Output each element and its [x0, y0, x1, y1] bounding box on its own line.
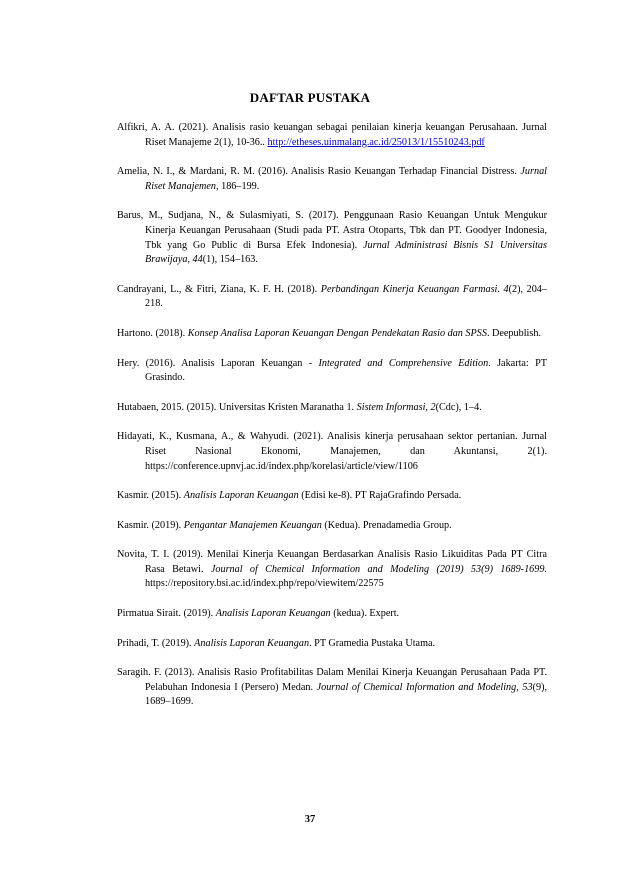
reference-text: (1), 154–163. [202, 254, 258, 266]
reference-source: Pengantar Manajemen Keuangan [183, 519, 322, 531]
reference-text: (Edisi ke-8). PT RajaGrafindo Persada. [298, 490, 462, 502]
reference-volume: 4 [503, 283, 509, 295]
reference-text: , 186–199. [216, 180, 260, 192]
reference-item [117, 165, 547, 194]
reference-text: , [425, 401, 431, 413]
reference-link[interactable]: http://etheses.uinmalang.ac.id/25013/1/15510243.pdf [267, 136, 485, 148]
reference-volume: 53 [522, 681, 533, 693]
reference-item [117, 430, 547, 474]
page-number: 37 [304, 814, 316, 825]
reference-text: Barus, M., Sudjana, N., & Sulasmiyati, S. (2017). Penggunaan Rasio Keuangan Untuk Mengukur Kinerja Keuangan Perusahaan (Studi pada PT. Astra Otoparts, Tbk dan PT. Goodyer Indonesia, Tbk yang Go Public di Bursa Efek Indonesia). [117, 210, 547, 251]
reference-source: Analisis Laporan Keuangan [215, 608, 331, 620]
reference-volume: 44 [192, 254, 203, 266]
reference-source: Jurnal Administrasi Bisnis S1 Universitas Brawijaya [145, 239, 547, 266]
reference-text: (kedua). Expert. [330, 608, 400, 620]
reference-text: , [187, 254, 193, 266]
reference-text: Kasmir. (2015). [117, 490, 184, 502]
reference-source: Analisis Laporan Keuangan [183, 490, 299, 502]
reference-text: https://repository.bsi.ac.id/index.php/repo/viewitem/22575 [145, 578, 384, 590]
reference-source: Jurnal Riset Manajemen [145, 166, 547, 192]
reference-text: Pirmatua Sirait. (2019). [117, 608, 216, 620]
reference-text: (9), 1689–1699. [145, 681, 548, 708]
reference-text: Saragih. F. (2013). Analisis Rasio Profitabilitas Dalam Menilai Kinerja Keuangan Perusahaan Pada PT. Pelabuhan Indonesia I (Persero) Medan. [117, 667, 547, 693]
reference-source: Journal of Chemical Information and Modeling (2019) 53(9) 1689-1699. [210, 563, 547, 575]
reference-item [117, 209, 547, 267]
reference-text: Hutabaen, 2015. (2015). Universitas Kristen Maranatha 1. [117, 401, 357, 413]
reference-text: Alfikri, A. A. (2021). Analisis rasio keuangan sebagai penilaian kinerja keuangan Perusahaan. Jurnal Riset Manajeme 2(1), 10-36.. [117, 122, 547, 148]
reference-text: . Deepublish. [486, 327, 541, 339]
reference-text: Hidayati, K., Kusmana, A., & Wahyudi. (2021). Analisis kinerja perusahaan sektor pertanian. Jurnal Riset Nasional Ekonomi, Manajemen, dan Akuntansi, 2(1). https://conference.upnvj.ac.id/index.php/korelasi/article/view/1106 [117, 431, 547, 472]
reference-item [117, 519, 547, 534]
reference-item [117, 548, 547, 592]
reference-text: (Cdc), 1–4. [435, 401, 482, 413]
reference-source: Perbandingan Kinerja Keuangan Farmasi [320, 283, 498, 295]
reference-text: Hery. (2016). Analisis Laporan Keuangan - [117, 357, 319, 369]
reference-text: Kasmir. (2019). [117, 519, 184, 531]
reference-item [117, 121, 547, 150]
reference-source: Sistem Informasi [356, 401, 426, 413]
reference-source: Integrated and Comprehensive Edition [318, 357, 489, 369]
reference-text: Novita, T. I. (2019). Menilai Kinerja Keuangan Berdasarkan Analisis Rasio Likuiditas Pada PT Citra Rasa Betawi. [117, 549, 547, 575]
reference-source: Analisis Laporan Keuangan [194, 637, 310, 649]
reference-text: , [516, 681, 523, 693]
reference-text: (Kedua). Prenadamedia Group. [321, 519, 452, 531]
reference-text: Candrayani, L., & Fitri, Ziana, K. F. H. (2018). [117, 283, 321, 295]
reference-item [117, 489, 547, 504]
reference-item [117, 637, 547, 652]
reference-item [117, 283, 547, 312]
reference-volume: 2 [430, 401, 436, 413]
reference-item [117, 357, 547, 386]
reference-item [117, 401, 547, 416]
reference-item [117, 607, 547, 622]
reference-text: Hartono. (2018). [117, 327, 188, 339]
reference-text: (2), 204–218. [145, 283, 547, 310]
reference-text: Amelia, N. I., & Mardani, R. M. (2016). Analisis Rasio Keuangan Terhadap Financial Distress. [117, 166, 521, 178]
reference-source: Konsep Analisa Laporan Keuangan Dengan Pendekatan Rasio dan SPSS [187, 327, 487, 339]
reference-text: Prihadi, T. (2019). [117, 637, 195, 649]
reference-item [117, 327, 547, 342]
reference-source: Journal of Chemical Information and Modeling [316, 681, 517, 693]
reference-text: . [497, 283, 504, 295]
reference-item [117, 666, 547, 710]
reference-list [117, 121, 547, 725]
reference-text: . Jakarta: PT Grasindo. [145, 357, 547, 384]
reference-text: . PT Gramedia Pustaka Utama. [309, 637, 436, 649]
page-title: DAFTAR PUSTAKA [249, 90, 371, 105]
